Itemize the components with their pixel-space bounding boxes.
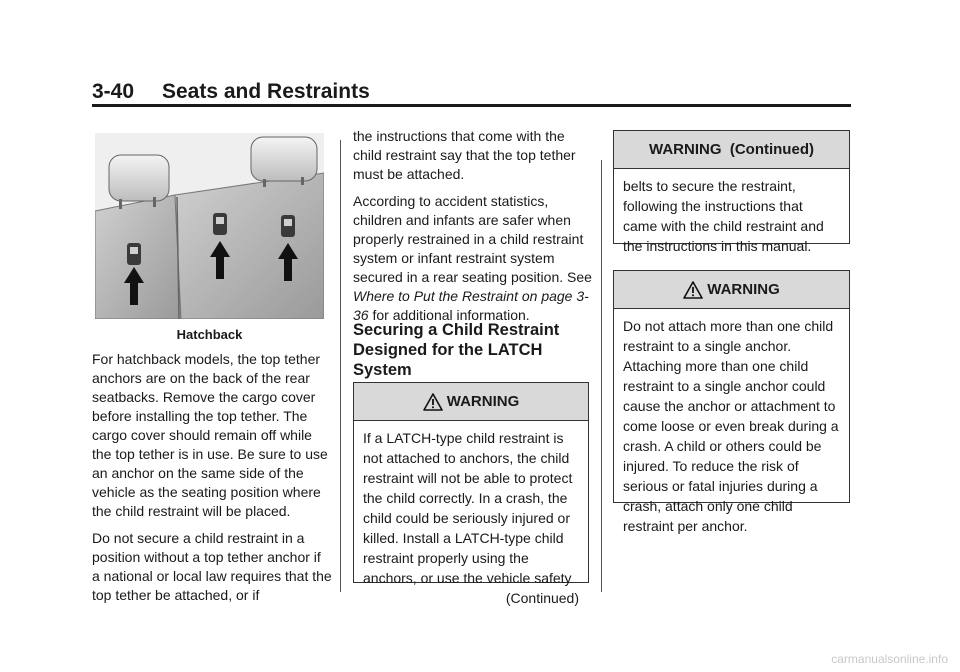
warning-triangle-icon xyxy=(423,393,443,411)
paragraph-text: According to accident statistics, children and infants are safer when properly restrained in a child restraint system or infant restraint system secured in a rear seating position. See xyxy=(353,193,592,285)
watermark: carmanualsonline.info xyxy=(831,652,948,666)
column-1-text xyxy=(92,350,332,613)
warning-box-single-anchor xyxy=(613,270,850,534)
warning-body: belts to secure the restraint, following the instructions that came with the child restraint and the instructions in this manual. xyxy=(623,178,824,254)
page-title: Seats and Restraints xyxy=(162,80,370,103)
column-divider-1 xyxy=(340,140,341,592)
figure-caption: Hatchback xyxy=(176,327,243,342)
warning-title: WARNING xyxy=(446,393,520,410)
warning-box-continued xyxy=(613,130,850,254)
page-number: 3-40 xyxy=(92,80,135,103)
column-divider-2 xyxy=(601,160,602,592)
warning-header: WARNING (Continued) xyxy=(614,131,849,169)
section-heading: Securing a Child Restraint Designed for the LATCH System xyxy=(353,321,560,379)
page-header xyxy=(92,80,852,106)
tether-anchor-icon xyxy=(127,243,141,265)
warning-box-latch xyxy=(353,382,589,606)
continued-label: (Continued) xyxy=(505,590,579,606)
warning-body: Do not attach more than one child restraint to a single anchor. Attaching more than one child restraint to a single anchor could cause the anchor or attachment to come loose or even break during a crash. A child or others could be injured. To reduce the risk of serious or fatal injuries during a crash, attach only one child restraint per anchor. xyxy=(623,318,839,534)
warning-text: If a LATCH-type child restraint is not attached to anchors, the child restraint will not be able to protect the child correctly. In a crash, the child could be seriously injured or killed. Install a LATCH-type child restraint properly using the anchors, or use the vehicle safety xyxy=(363,430,573,586)
warning-title: WARNING xyxy=(707,281,780,298)
paragraph-text: for additional information. xyxy=(368,307,530,323)
seatback-illustration xyxy=(95,133,324,319)
paragraph: Do not secure a child restraint in a position without a top tether anchor if a national or local law requires that the top tether be attached, or if xyxy=(92,530,332,603)
hatchback-figure xyxy=(95,133,324,319)
paragraph: the instructions that come with the child restraint say that the top tether must be attached. xyxy=(353,128,576,182)
tether-anchor-icon xyxy=(213,213,227,235)
warning-header xyxy=(614,271,849,309)
warning-header xyxy=(354,383,588,421)
paragraph xyxy=(353,192,593,325)
warning-triangle-icon xyxy=(683,281,703,299)
cross-reference-link[interactable]: Where to Put the Restraint on page 3-36 xyxy=(353,288,589,323)
paragraph: For hatchback models, the top tether anchors are on the back of the rear seatbacks. Remove the cargo cover before installing the top tether. The cargo cover should remain off while the top tether is in use. Be sure to use an anchor on the same side of the vehicle as the seating position where the child restraint will be placed. xyxy=(92,351,328,519)
column-2-text xyxy=(353,127,593,333)
tether-anchor-icon xyxy=(281,215,295,237)
header-rule xyxy=(92,104,851,107)
warning-body xyxy=(354,421,588,614)
